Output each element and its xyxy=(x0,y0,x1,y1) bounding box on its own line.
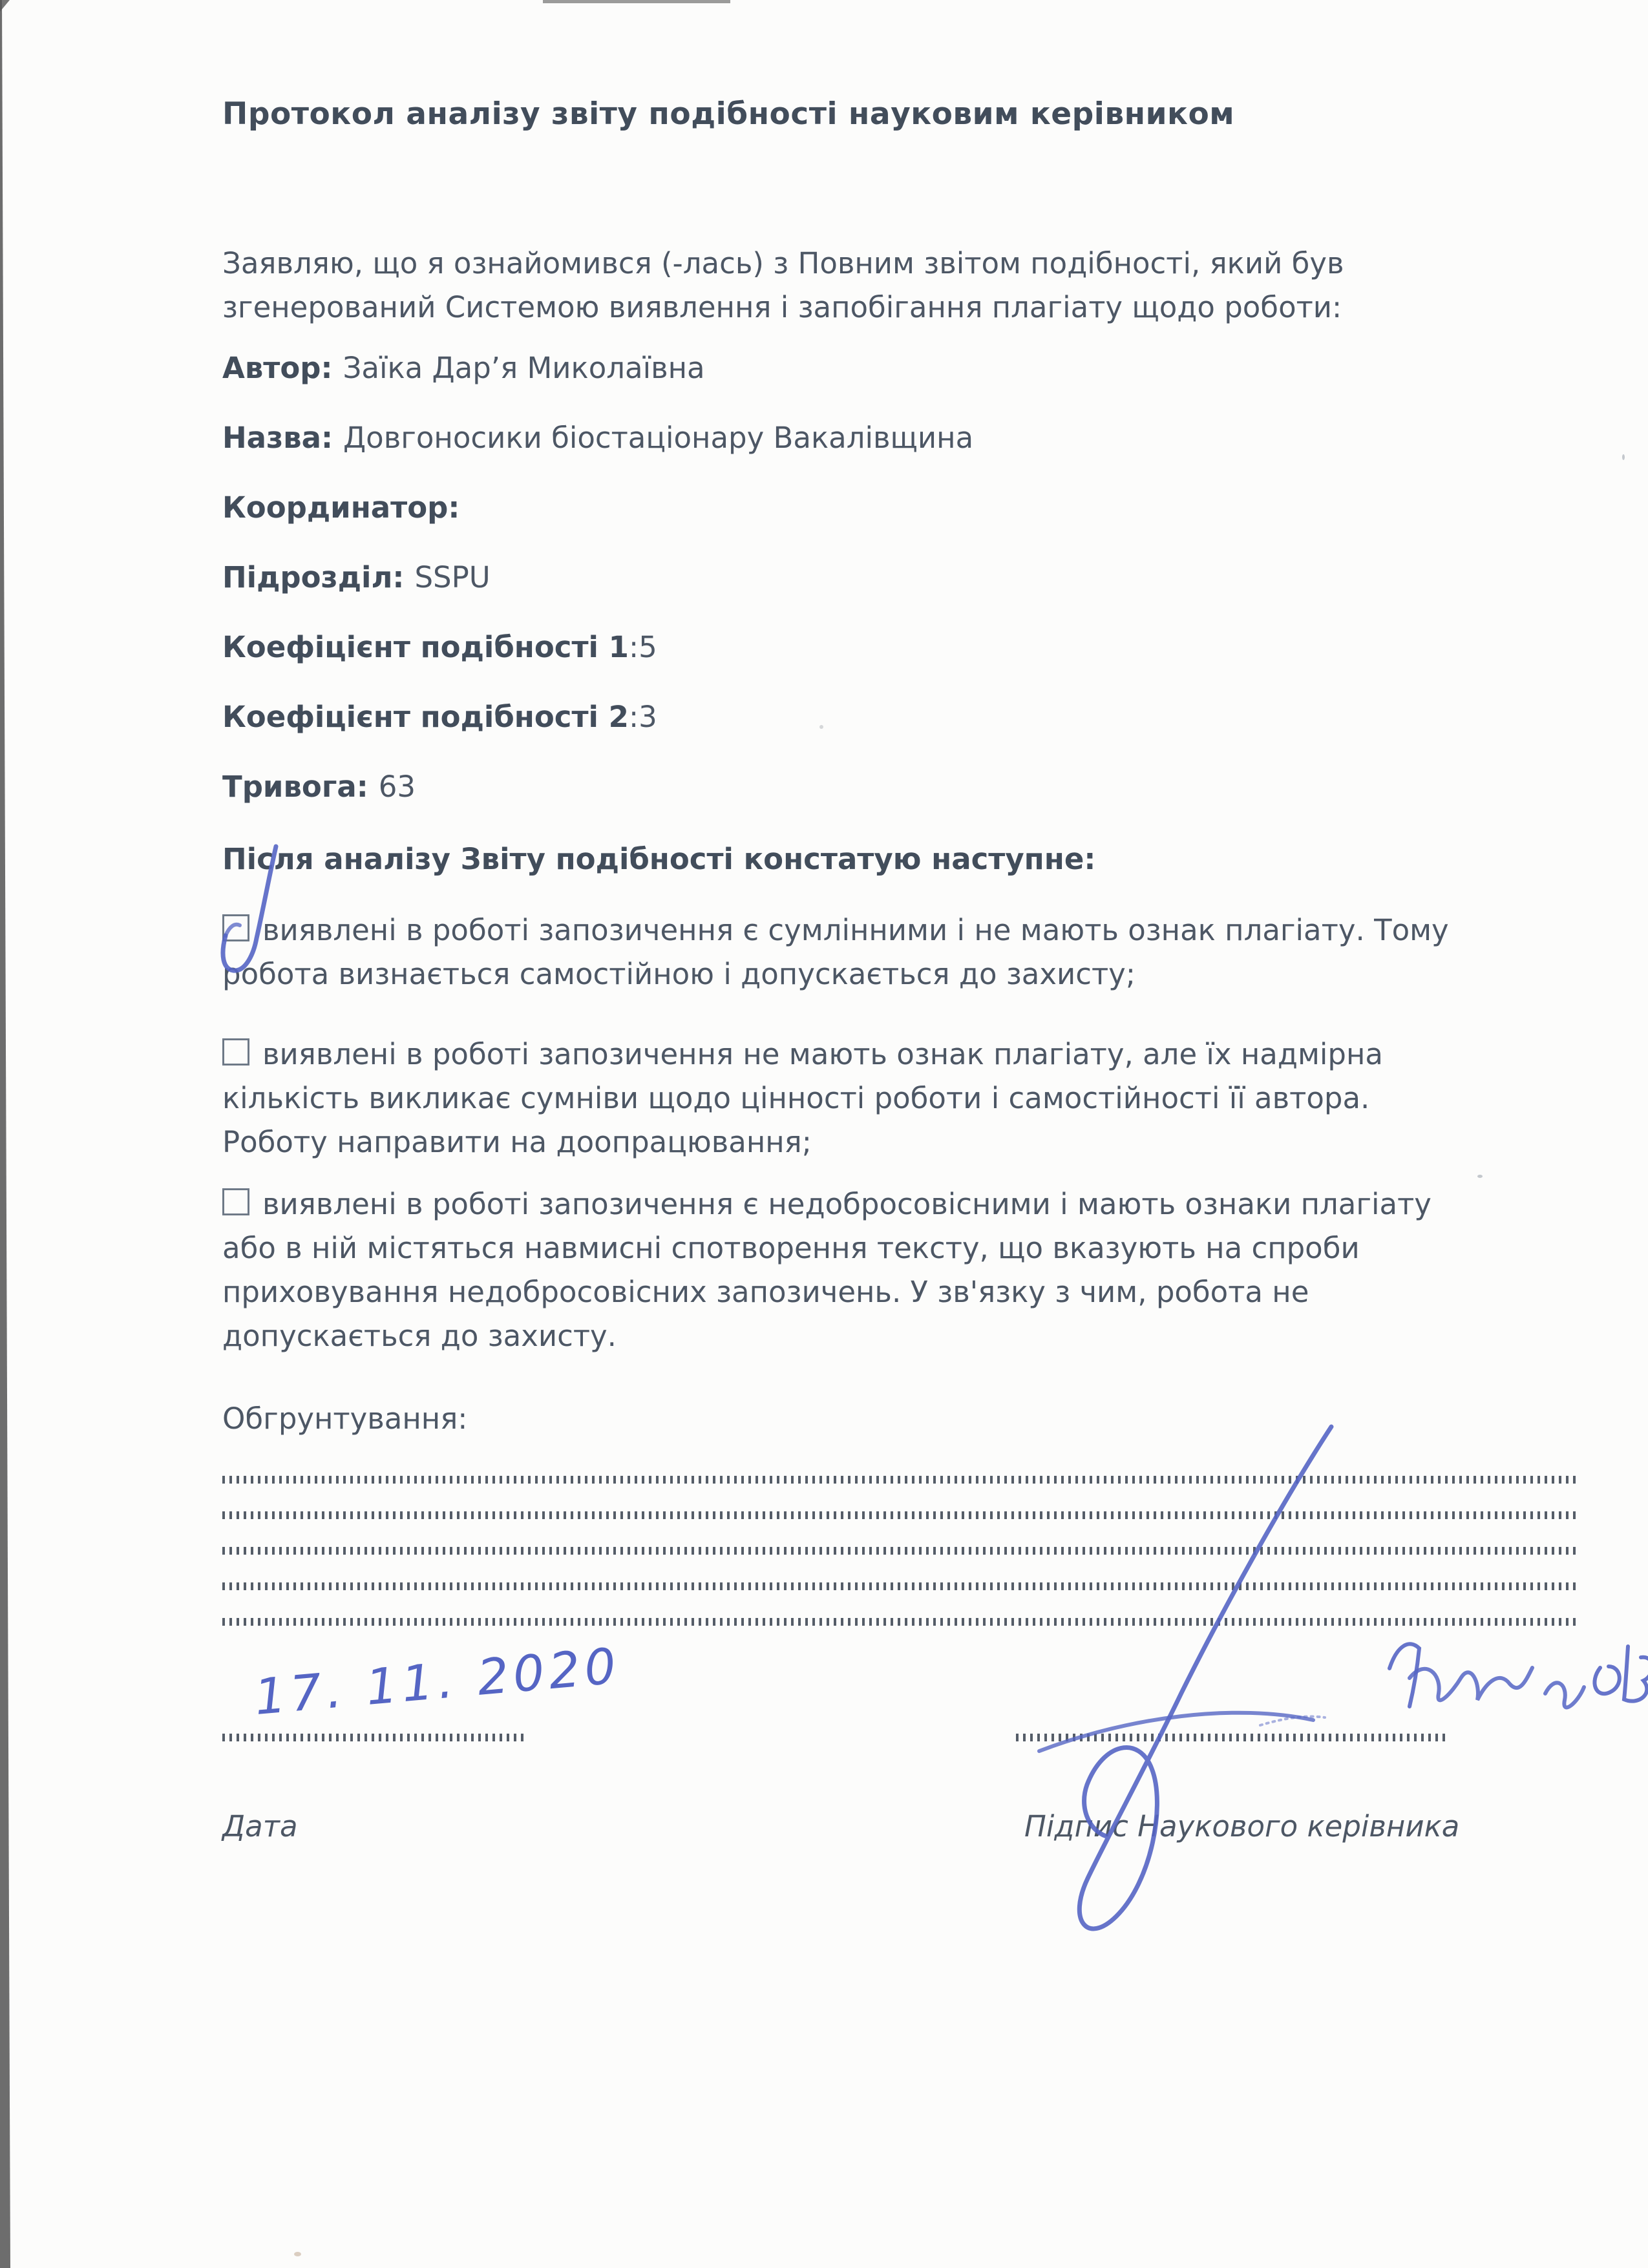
fields-block xyxy=(222,346,1570,809)
field-coordinator: Координатор: xyxy=(222,490,460,525)
scan-edge-shadow-left xyxy=(0,0,10,2268)
checkbox-option-3[interactable] xyxy=(222,1188,249,1215)
scan-edge-shadow-top xyxy=(543,0,730,3)
handwritten-date: 17. 11. 2020 xyxy=(252,1636,623,1726)
field-name: Назва: Довгоносики біостаціонару Вакалівщина xyxy=(222,421,974,455)
scan-speck xyxy=(819,725,823,729)
scan-corner-mark xyxy=(0,0,10,12)
supervisor-signature xyxy=(872,1389,1648,1971)
field-author: Автор: Заїка Дар’я Миколаївна xyxy=(222,351,705,385)
date-label: Дата xyxy=(222,1809,298,1843)
option-plagiarism-detected: виявлені в роботі запозичення є недобросовісними і мають ознаки плагіату або в ній містяться навмисні спотворення тексту, що вказують на спроби приховування недобросовісних запозичень. У зв'язку з чим, робота не допускається до захисту. xyxy=(222,1187,1431,1353)
intro-paragraph: Заявляю, що я ознайомився (-лась) з Повним звітом подібності, який був згенерований Системою виявлення і запобігання плагіату щодо роботи: xyxy=(222,246,1344,324)
scan-speck xyxy=(1622,454,1625,460)
statement-heading: Після аналізу Звіту подібності констатую наступне: xyxy=(222,842,1096,876)
signature-label: Підпис Наукового керівника xyxy=(1024,1809,1460,1843)
pen-checkmark-icon xyxy=(215,839,282,974)
checkbox-option-1[interactable] xyxy=(222,914,249,941)
justification-label: Обгрунтування: xyxy=(222,1402,468,1436)
option-needs-revision: виявлені в роботі запозичення не мають ознак плагіату, але їх надмірна кількість викликає сумніви щодо цінності роботи і самостійності її автора. Роботу направити на доопрацювання; xyxy=(222,1037,1383,1159)
scan-speck xyxy=(1477,1175,1483,1178)
checkbox-option-2[interactable] xyxy=(222,1038,249,1066)
date-dotted-line xyxy=(222,1734,527,1741)
field-similarity-coefficient-1: Коефіцієнт подібності 1:5 xyxy=(222,630,657,664)
scan-speck xyxy=(294,2252,301,2256)
page-title: Протокол аналізу звіту подібності науковим керівником xyxy=(222,96,1235,132)
field-alert: Тривога: 63 xyxy=(222,770,416,804)
field-unit: Підрозділ: SSPU xyxy=(222,560,491,594)
option-no-plagiarism: виявлені в роботі запозичення є сумлінними і не мають ознак плагіату. Тому робота визнається самостійною і допускається до захисту; xyxy=(222,908,1570,996)
field-similarity-coefficient-2: Коефіцієнт подібності 2:3 xyxy=(222,700,657,734)
